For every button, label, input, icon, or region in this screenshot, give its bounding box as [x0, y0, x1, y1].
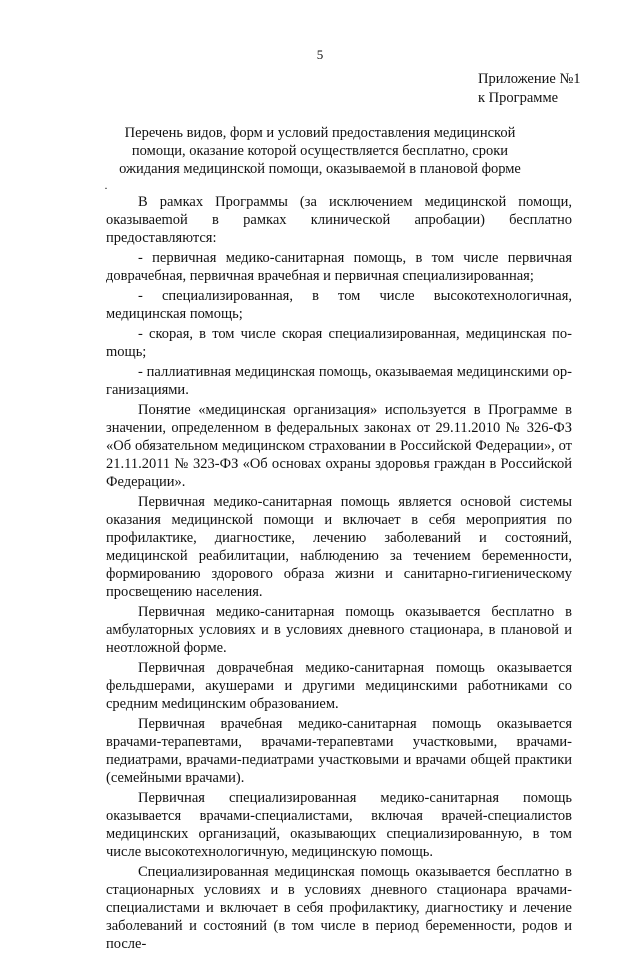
appendix-line-2: к Программе: [478, 90, 559, 106]
document-title: Перечень видов, форм и условий предоставления медицинской помощи, оказание которой осуществляется бесплатно, сроки ожидания медицинской помощи, оказываемой в плановой форме: [119, 125, 521, 177]
appendix-label: [478, 70, 581, 108]
paragraph: Первичная медико-санитарная помощь является основой системы оказания медицинской помощи и включает в себя мероприятия по профилактике, диагностике, лечению заболеваний и состояний, медицинской реабилитации, наблюдению за течением беременности, формированию здорового образа жизни и санитарно-гигиеническому просвещению населения.: [106, 494, 572, 600]
paragraph: Первичная врачебная медико-санитарная помощь оказывается врачами-терапевтами, врачами-терапевтами участковыми, врачами-педиатрами, врачами-педиатрами участковыми и врачами общей практики (семейными врачами).: [106, 716, 572, 786]
paragraph: Первичная доврачебная медико-санитарная помощь оказывается фельдшерами, акушерами и другими медицинскими работниками со средним меdицинским образованием.: [106, 660, 572, 712]
paragraph: - первичная медико-санитарная помощь, в том числе первичная доврачебная, первичная врачебная и первичная специализированная;: [106, 250, 572, 284]
page-number: 5: [316, 47, 324, 62]
paragraph: - паллиативная медицинская помощь, оказываемая медицинскими организациями.: [106, 364, 572, 398]
paragraph: - скорая, в том числе скорая специализированная, медицинская поmощь;: [106, 326, 572, 360]
paragraph: Понятие «медицинская организация» используется в Программе в значении, определенном в федеральных законах от 29.11.2010 № 326-ФЗ «Об обязательном медицинском страховании в Российской Федерации», от 21.11.2011 № 323-ФЗ «Об основах охраны здоровья граждан в Российской Федерации».: [106, 402, 572, 490]
paragraph: В рамках Программы (за исключением медицинской помощи, оказываemой в рамках клинической апробации) бесплатно предоставляются:: [106, 194, 572, 246]
document-body: [106, 193, 572, 955]
paragraph: Специализированная медицинская помощь оказывается бесплатно в стационарных условиях и в условиях дневного стационара врачами-специалистами и включает в себя профилактику, диагностику и лечение заболеваний и состояний (в том числе в период беременности, родов и после-: [106, 864, 572, 952]
stray-mark: ·: [104, 181, 108, 195]
paragraph: - специализированная, в том числе высокотехнологичная, медицинская помощь;: [106, 288, 572, 322]
paragraph: Первичная медико-санитарная помощь оказывается бесплатно в амбулаторных условиях и в условиях дневного стационара, в плановой и неотложной форме.: [106, 604, 572, 656]
appendix-line-1: Приложение №1: [478, 71, 581, 87]
paragraph: Первичная специализированная медико-санитарная помощь оказывается врачами-специалистами, включая врачей-специалистов медицинских организаций, оказывающих специализированную, в том числе высокотехнологичную, медицинскую помощь.: [106, 790, 572, 860]
